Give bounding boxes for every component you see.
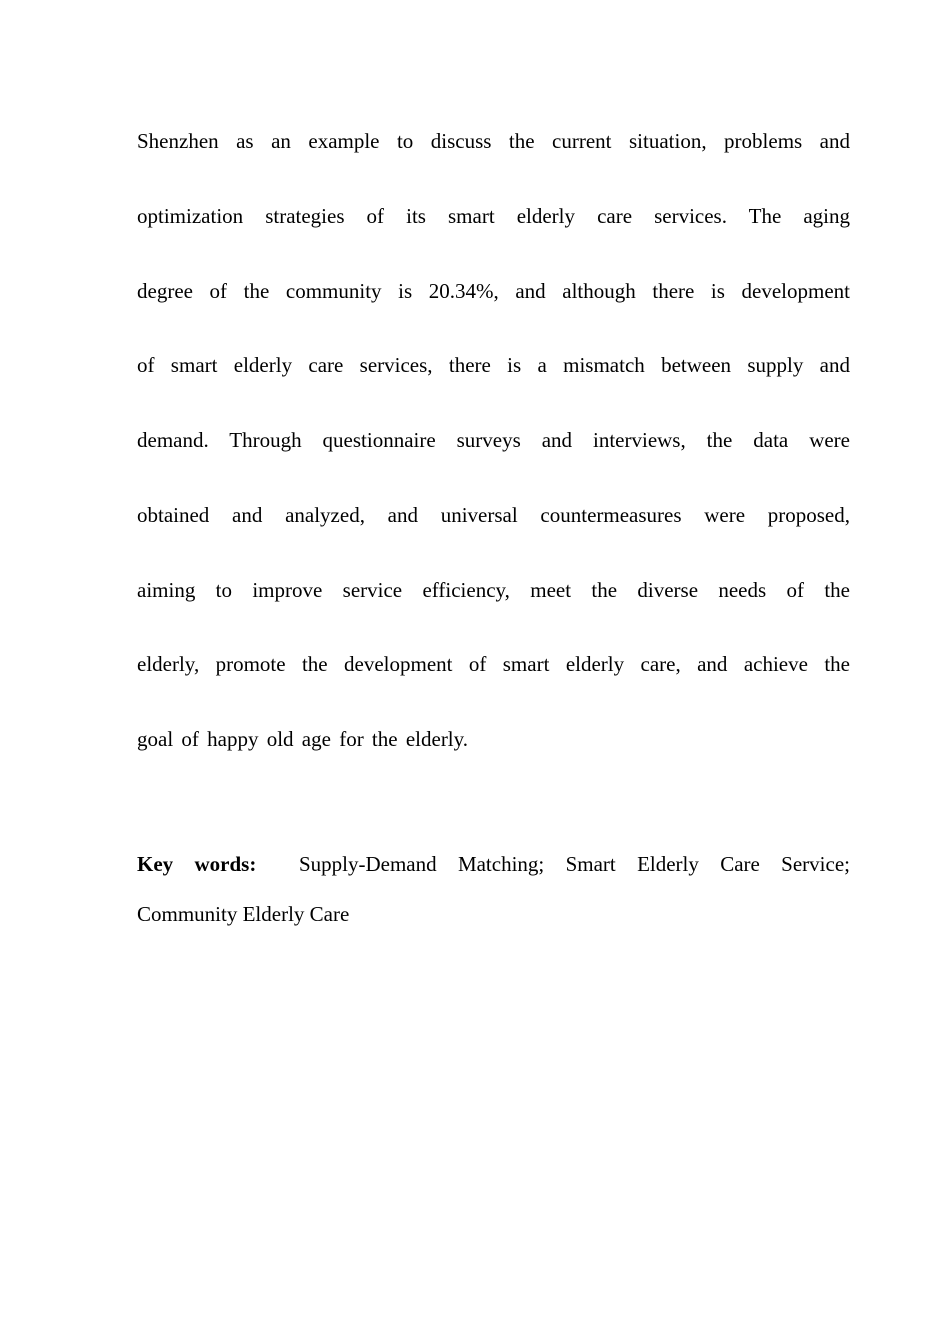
abstract-body — [137, 111, 850, 784]
keywords-list: Supply-Demand Matching; Smart Elderly Care Service; — [298, 852, 850, 876]
keywords-line — [137, 839, 850, 889]
keywords-label: Key words: — [137, 852, 257, 876]
abstract-line: demand. Through questionnaire surveys and interviews, the data were — [137, 428, 850, 452]
keywords-section — [137, 839, 850, 939]
abstract-line: Shenzhen as an example to discuss the current situation, problems and — [137, 129, 850, 153]
abstract-line: degree of the community is 20.34%, and although there is development — [137, 278, 850, 303]
abstract-line: obtained and analyzed, and universal countermeasures were proposed, — [137, 502, 850, 527]
abstract-line: elderly, promote the development of smart elderly care, and achieve the — [137, 652, 850, 677]
abstract-line: of smart elderly care services, there is a mismatch between supply and — [137, 353, 850, 378]
abstract-line: goal of happy old age for the elderly. — [137, 727, 469, 751]
keywords-line-continued: Community Elderly Care — [137, 902, 350, 926]
abstract-line: aiming to improve service efficiency, meet the diverse needs of the — [137, 577, 850, 602]
abstract-line: optimization strategies of its smart elderly care services. The aging — [137, 203, 850, 228]
